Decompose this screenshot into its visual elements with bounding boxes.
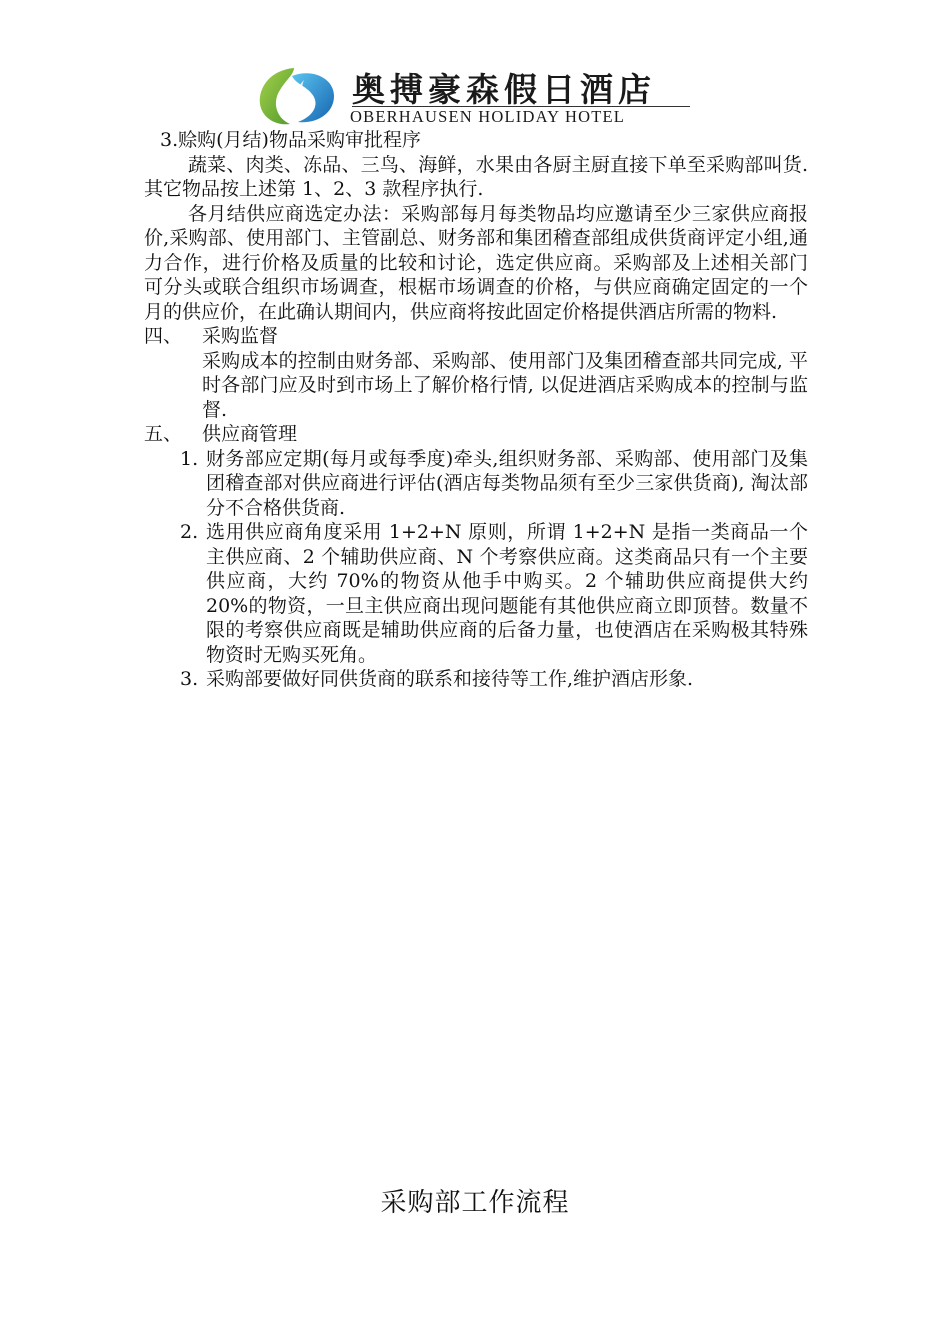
section-supervision-text: 采购成本的控制由财务部、采购部、使用部门及集团稽查部共同完成, 平时各部门应及时到市场上了解价格行情, 以促进酒店采购成本的控制与监督. [202,349,808,421]
page-footer-title: 采购部工作流程 [380,1188,570,1218]
list-item [144,667,808,692]
logo-english-name: OBERHAUSEN HOLIDAY HOTEL [350,107,626,126]
section-title: 采购监督 [202,325,279,347]
section-heading-supplier-management [144,422,808,447]
supplier-management-list [144,447,808,692]
sub-heading: 3.赊购(月结)物品采购审批程序 [160,129,421,151]
logo-chinese-name: 奥搏豪森假日酒店 [352,70,656,109]
paragraph-supplier-selection: 各月结供应商选定办法：采购部每月每类物品均应邀请至少三家供应商报价,采购部、使用部门、主管副总、财务部和集团稽查部组成供货商评定小组,通力合作，进行价格及质量的比较和讨论，选定供应商。采购部及上述相关部门可分头或联合组织市场调查，根椐市场调查的价格，与供应商确定固定的一个月的供应价，在此确认期间内，供应商将按此固定价格提供酒店所需的物料. [144,202,808,323]
hotel-logo-swoosh-icon [256,66,338,126]
list-item [144,520,808,667]
section-title: 供应商管理 [202,423,298,445]
document-body [144,128,808,692]
paragraph-ordering: 蔬菜、肉类、冻品、三鸟、海鲜，水果由各厨主厨直接下单至采购部叫货.其它物品按上述第 1、2、3 款程序执行. [144,153,808,200]
list-item-number: 2. [180,521,199,543]
list-item-number: 1. [180,447,199,470]
section-heading-supervision [144,324,808,349]
list-item-text: 财务部应定期(每月或每季度)牵头,组织财务部、采购部、使用部门及集团稽查部对供应商进行评估(酒店每类物品须有至少三家供货商), 淘汰部分不合格供货商. [206,447,808,519]
list-item-number: 3. [180,668,199,690]
list-item-text: 采购部要做好同供货商的联系和接待等工作,维护酒店形象. [206,668,694,690]
section-number: 五、 [144,423,183,445]
section-number: 四、 [144,325,183,347]
list-item [144,447,808,521]
hotel-header [256,62,696,128]
list-item-text: 选用供应商角度采用 1+2+N 原则，所谓 1+2+N 是指一类商品一个主供应商、2 个辅助供应商、N 个考察供应商。这类商品只有一个主要供应商，大约 70%的物资从他手中购买。2 个辅助供应商提供大约 20%的物资，一旦主供应商出现问题能有其他供应商立即顶替。数量不限的考察供应商既是辅助供应商的后备力量，也使酒店在采购极其特殊物资时无购买死角。 [206,521,808,666]
